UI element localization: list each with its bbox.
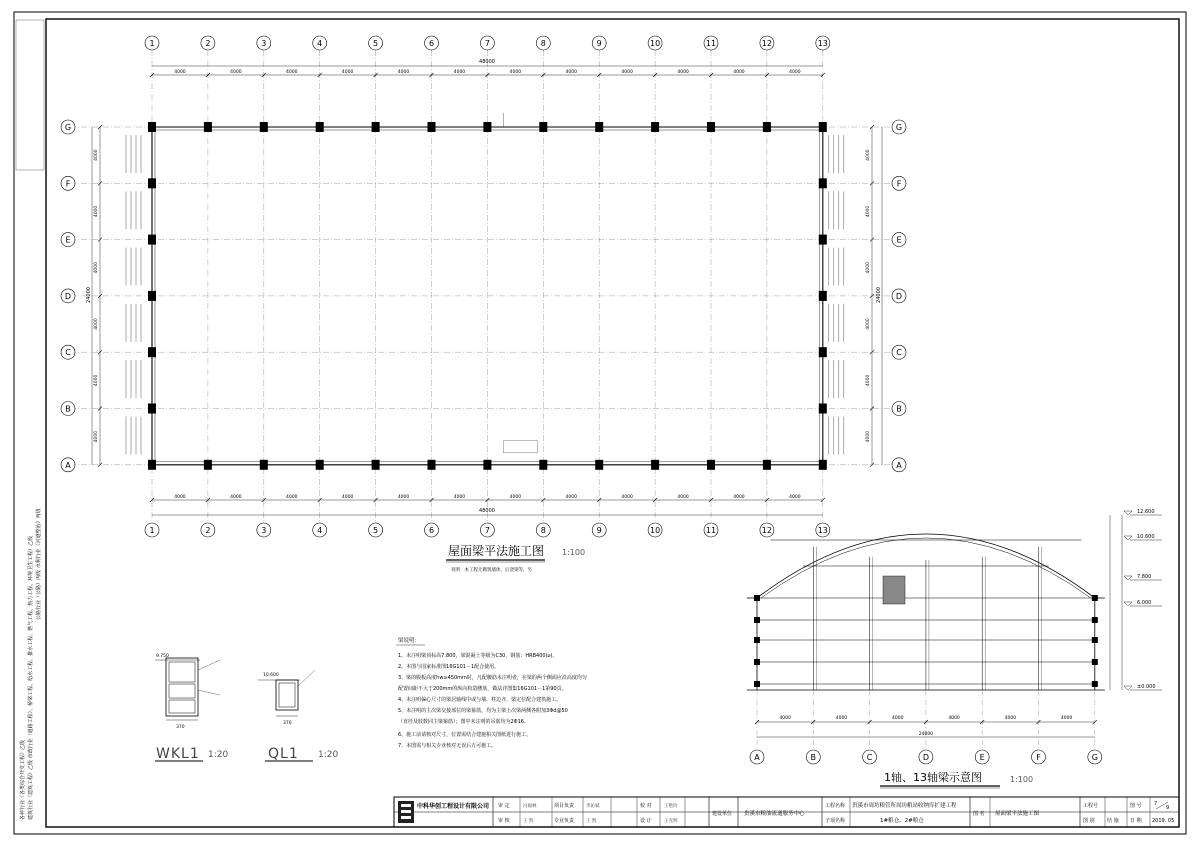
column [539, 122, 547, 132]
note-item: 7、本图需与相关专业核对无误后方可施工。 [398, 743, 497, 749]
dim-label: 4000 [286, 495, 298, 500]
dim-label: 4000 [453, 495, 466, 500]
section-dim-label: 4000 [779, 716, 791, 721]
section-beam-end [1092, 595, 1098, 601]
dim-label: 4000 [565, 70, 577, 75]
column [819, 122, 827, 132]
axis-label: B [896, 404, 902, 414]
client-name: 贵溪市粮油流通服务中心 [744, 811, 805, 817]
section-beam-end [1092, 637, 1098, 643]
column [819, 404, 827, 414]
column [260, 460, 268, 470]
column [651, 122, 659, 132]
axis-label: 7 [484, 526, 490, 535]
subproject-label: 子项名称 [825, 818, 846, 824]
plan-note: 说明：本工程无砌筑墙体，后浇梁等，另 [451, 568, 532, 573]
elevation-label: 12.600 [1137, 509, 1155, 515]
note-item: 2、本图与国家标准图16G101－1配合使用。 [398, 664, 500, 670]
axis-label: 10 [650, 526, 661, 535]
section-axis-label: F [1036, 753, 1041, 762]
dim-label: 4000 [677, 70, 689, 75]
project-name: 贵溪市周坊粮管所周坊粮站收纳库扩建工程 [852, 803, 957, 809]
column [763, 460, 771, 470]
column [819, 178, 827, 188]
column [204, 460, 212, 470]
subproject-name: 1#粮仓、2#粮仓 [880, 818, 924, 824]
side-stamp-line-2: 建筑行业《建筑工程》乙级 市政行业（道路工程）、桥梁工程、给水工程、排水工程、燃气工程、热力工程、环境卫生工程）乙级 [28, 535, 34, 820]
axis-label: 1 [149, 526, 155, 535]
axis-label: 9 [596, 526, 602, 535]
dim-label: 4000 [286, 70, 298, 75]
section-title-block [880, 770, 1033, 788]
section-dim-label: 4000 [948, 716, 960, 721]
elevation-label: ±0.000 [1137, 684, 1156, 690]
axis-label: F [896, 179, 902, 189]
project-label: 工程名称 [825, 803, 846, 809]
notes-heading: 梁说明： [398, 638, 421, 644]
dim-label: 4000 [230, 70, 242, 75]
section-dim-total: 24000 [918, 732, 934, 737]
axis-label: C [65, 348, 71, 358]
dim-label: 4000 [94, 262, 99, 274]
axis-label: A [896, 460, 902, 470]
role-label: 项目负责 [554, 803, 575, 809]
plan-total-width-right: 24000 [876, 287, 882, 303]
section-vent [883, 576, 905, 604]
notes-block [396, 636, 587, 749]
dim-label: 4000 [789, 70, 801, 75]
column [316, 460, 324, 470]
dim-label: 4000 [397, 70, 410, 75]
role-label: 设 计 [640, 818, 652, 824]
side-stamp [16, 20, 44, 820]
note-item: 配置间距不大于200mm的纵向构造腰筋，做法详图集16G101－1第90页。 [398, 686, 567, 692]
column [148, 460, 156, 470]
axis-label: G [64, 123, 72, 132]
note-item: 6、施工前请核对尺寸，位置需结合建施相关图纸进行施工。 [398, 732, 532, 738]
section-beam-end [754, 659, 760, 665]
axis-label: 3 [261, 39, 267, 48]
column [763, 122, 771, 132]
dim-label: 4000 [866, 318, 871, 330]
dim-label: 4000 [621, 495, 633, 500]
column [148, 235, 156, 245]
plan-grid [70, 50, 895, 535]
axis-label: E [896, 235, 902, 245]
axis-label: 1 [149, 39, 155, 48]
section-axis-label: E [979, 753, 985, 762]
elevation-symbol [1124, 602, 1132, 606]
column [483, 460, 491, 470]
axis-label: 11 [705, 526, 717, 535]
axis-label: 2 [205, 526, 211, 535]
column [483, 122, 491, 132]
axis-label: F [65, 179, 71, 189]
column [651, 460, 659, 470]
column [148, 291, 156, 301]
dim-label: 4000 [866, 374, 871, 387]
axis-label: B [65, 404, 71, 414]
column [148, 404, 156, 414]
role-label: 审 核 [498, 818, 510, 824]
section-axis-label: G [1091, 753, 1098, 762]
axis-label: 3 [261, 526, 267, 535]
axis-label: 9 [596, 39, 602, 48]
side-stamp-line-3: 公路行业（公路）丙级 水利行业《河道整治》丙级 [36, 508, 42, 620]
dim-label: 4000 [733, 70, 745, 75]
column [819, 235, 827, 245]
elevation-label: 7.800 [1137, 574, 1152, 580]
note-item: 1、未注明梁顶标高7.800，梁混凝土等级为C30，钢筋：HRB400(⌀)。 [398, 653, 558, 659]
detail-wkl1-width: 370 [176, 725, 185, 730]
elevation-symbol [1124, 536, 1132, 540]
role-signature: 王 凯 [523, 819, 534, 824]
axis-label: 13 [817, 526, 828, 535]
detail-ql1-width: 370 [283, 721, 292, 726]
column [148, 122, 156, 132]
section-dim-label: 4000 [1060, 716, 1073, 721]
sheet-no-label: 图 号 [1130, 803, 1142, 809]
dim-label: 4000 [733, 495, 745, 500]
note-item: （直径及肢数同主梁箍筋）；图中未注明的吊筋均为2Φ16。 [398, 719, 529, 725]
category: 结 施 [1107, 818, 1119, 824]
axis-label: 4 [317, 526, 323, 535]
detail-ql1-elev: 10.600 [263, 673, 279, 678]
detail-wkl1-scale: 1:20 [208, 750, 229, 760]
axis-label: E [65, 235, 71, 245]
dim-label: 4000 [94, 149, 99, 161]
section-beam-end [754, 617, 760, 623]
axis-label: G [895, 123, 903, 132]
dim-label: 4000 [230, 495, 242, 500]
column [372, 122, 380, 132]
role-signature: 王艳玲 [664, 804, 678, 809]
drawing-name: 屋面梁平法施工图 [995, 811, 1040, 817]
dim-label: 4000 [94, 430, 99, 443]
beam-annotation-box [503, 441, 537, 453]
section-beam-end [1092, 681, 1098, 687]
section-axis-label: C [866, 753, 873, 762]
detail-ql1 [258, 670, 338, 762]
section-beam-end [1092, 617, 1098, 623]
date: 2019. 05 [1152, 818, 1175, 824]
elevation-label: 10.600 [1137, 534, 1155, 540]
job-no-label: 工程号 [1083, 803, 1099, 809]
section-beam-end [754, 681, 760, 687]
section-drawing [747, 509, 1162, 764]
note-item: 5、未注明的主次梁交接部位的梁箍筋，均为主梁上次梁两侧各附加3Φd@50 [398, 708, 568, 714]
section-dim-label: 4000 [892, 716, 904, 721]
axis-label: D [64, 291, 72, 301]
column [316, 122, 324, 132]
dim-label: 4000 [866, 262, 871, 274]
role-signature: 冯福林 [523, 804, 537, 809]
section-dim-label: 4000 [835, 716, 848, 721]
dim-label: 4000 [397, 495, 410, 500]
dim-label: 4000 [174, 70, 186, 75]
role-signature: 李沁斌 [586, 804, 600, 809]
axis-label: 5 [373, 39, 379, 48]
dim-label: 4000 [565, 495, 577, 500]
column [707, 122, 715, 132]
column [372, 460, 380, 470]
column [707, 460, 715, 470]
axis-label: 6 [428, 39, 435, 48]
axis-label: 4 [317, 39, 323, 48]
plan-total-width-left: 24000 [86, 287, 92, 303]
elevation-symbol [1124, 686, 1132, 690]
date-label: 日 期 [1130, 818, 1142, 824]
dim-label: 4000 [341, 70, 354, 75]
dim-label: 4000 [789, 495, 801, 500]
column [260, 122, 268, 132]
section-dim-label: 4000 [1004, 716, 1017, 721]
sheet-no: 7 [1154, 801, 1158, 807]
axis-label: 5 [373, 526, 379, 535]
elevation-symbol [1124, 511, 1132, 515]
plan-title: 屋面梁平法施工图 [448, 544, 545, 558]
section-axis-label: D [922, 753, 929, 762]
detail-wkl1-elev: 9.750 [156, 654, 169, 659]
role-label: 专业负责 [554, 818, 575, 824]
axis-label: 12 [761, 526, 772, 535]
section-axis-label: B [810, 753, 817, 762]
section-beam-end [1092, 659, 1098, 665]
role-label: 校 对 [640, 803, 652, 809]
dim-label: 4000 [341, 495, 354, 500]
axis-label: D [895, 291, 903, 301]
note-item: 4、未注明偏心尺寸的梁居轴线中或与墙、柱边齐，梁定位配合建筑施工。 [398, 697, 562, 703]
column [148, 178, 156, 188]
role-label: 审 定 [498, 803, 510, 809]
sheet-total: 9 [1166, 805, 1170, 811]
axis-label: 8 [540, 526, 546, 535]
axis-label: 6 [428, 526, 435, 535]
axis-label: 2 [205, 39, 211, 48]
axis-label: A [65, 460, 71, 470]
role-signature: 王 凯 [586, 819, 597, 824]
axis-label: 12 [761, 39, 772, 48]
column [819, 291, 827, 301]
dim-label: 4000 [453, 70, 466, 75]
plan-total-length-top: 48000 [479, 59, 495, 65]
section-beam-end [754, 637, 760, 643]
column [148, 347, 156, 357]
column [428, 122, 436, 132]
column [819, 347, 827, 357]
dim-label: 4000 [866, 205, 871, 218]
detail-wkl1-name: WKL1 [156, 746, 200, 762]
role-signature: 王光明 [664, 819, 678, 824]
plan-title-block [446, 543, 585, 573]
dim-label: 4000 [94, 205, 99, 218]
axis-label: 8 [540, 39, 546, 48]
dim-label: 4000 [174, 495, 186, 500]
sheet-border-inner [46, 19, 1179, 827]
dim-label: 4000 [509, 70, 522, 75]
column [204, 122, 212, 132]
dim-label: 4000 [94, 374, 99, 387]
plan-dimensions [92, 66, 882, 515]
drawing-name-label: 图 名 [973, 811, 985, 817]
column [595, 460, 603, 470]
detail-ql1-name: QL1 [268, 746, 299, 762]
section-beam-end [754, 595, 760, 601]
category-label: 图 别 [1083, 818, 1095, 824]
axis-label: C [896, 348, 902, 358]
dim-label: 4000 [866, 430, 871, 443]
elevation-symbol [1124, 576, 1132, 580]
axis-label: 11 [705, 39, 717, 48]
side-stamp-line-1: 各种行业《各类综合开发工程》乙级 [20, 739, 26, 820]
section-axis-label: A [754, 753, 760, 762]
plan-total-length-bottom: 48000 [479, 508, 495, 514]
detail-wkl1 [155, 653, 228, 762]
elevation-label: 6.000 [1137, 600, 1152, 606]
section-scale: 1:100 [1010, 775, 1034, 784]
column [539, 460, 547, 470]
dim-label: 4000 [621, 70, 633, 75]
dim-label: 4000 [866, 149, 871, 161]
section-title: 1轴、13轴梁示意图 [884, 771, 982, 784]
dim-label: 4000 [94, 318, 99, 330]
detail-ql1-scale: 1:20 [318, 750, 339, 760]
column [819, 460, 827, 470]
sheet-border-outer [14, 12, 1186, 834]
dim-label: 4000 [509, 495, 522, 500]
company-logo [398, 801, 414, 823]
column [428, 460, 436, 470]
note-item: 3、梁的腹板高度hw≥450mm时，凡配腰筋未注明者，在梁的两个侧面应沿高度均匀 [398, 675, 587, 681]
axis-label: 13 [817, 39, 828, 48]
dim-label: 4000 [677, 495, 689, 500]
client-label: 建设单位 [712, 811, 733, 817]
axis-label: 7 [484, 39, 490, 48]
company-name: 中科华创工程设计有限公司 [417, 803, 490, 810]
plan-scale: 1:100 [562, 548, 586, 557]
axis-label: 10 [650, 39, 661, 48]
column [595, 122, 603, 132]
